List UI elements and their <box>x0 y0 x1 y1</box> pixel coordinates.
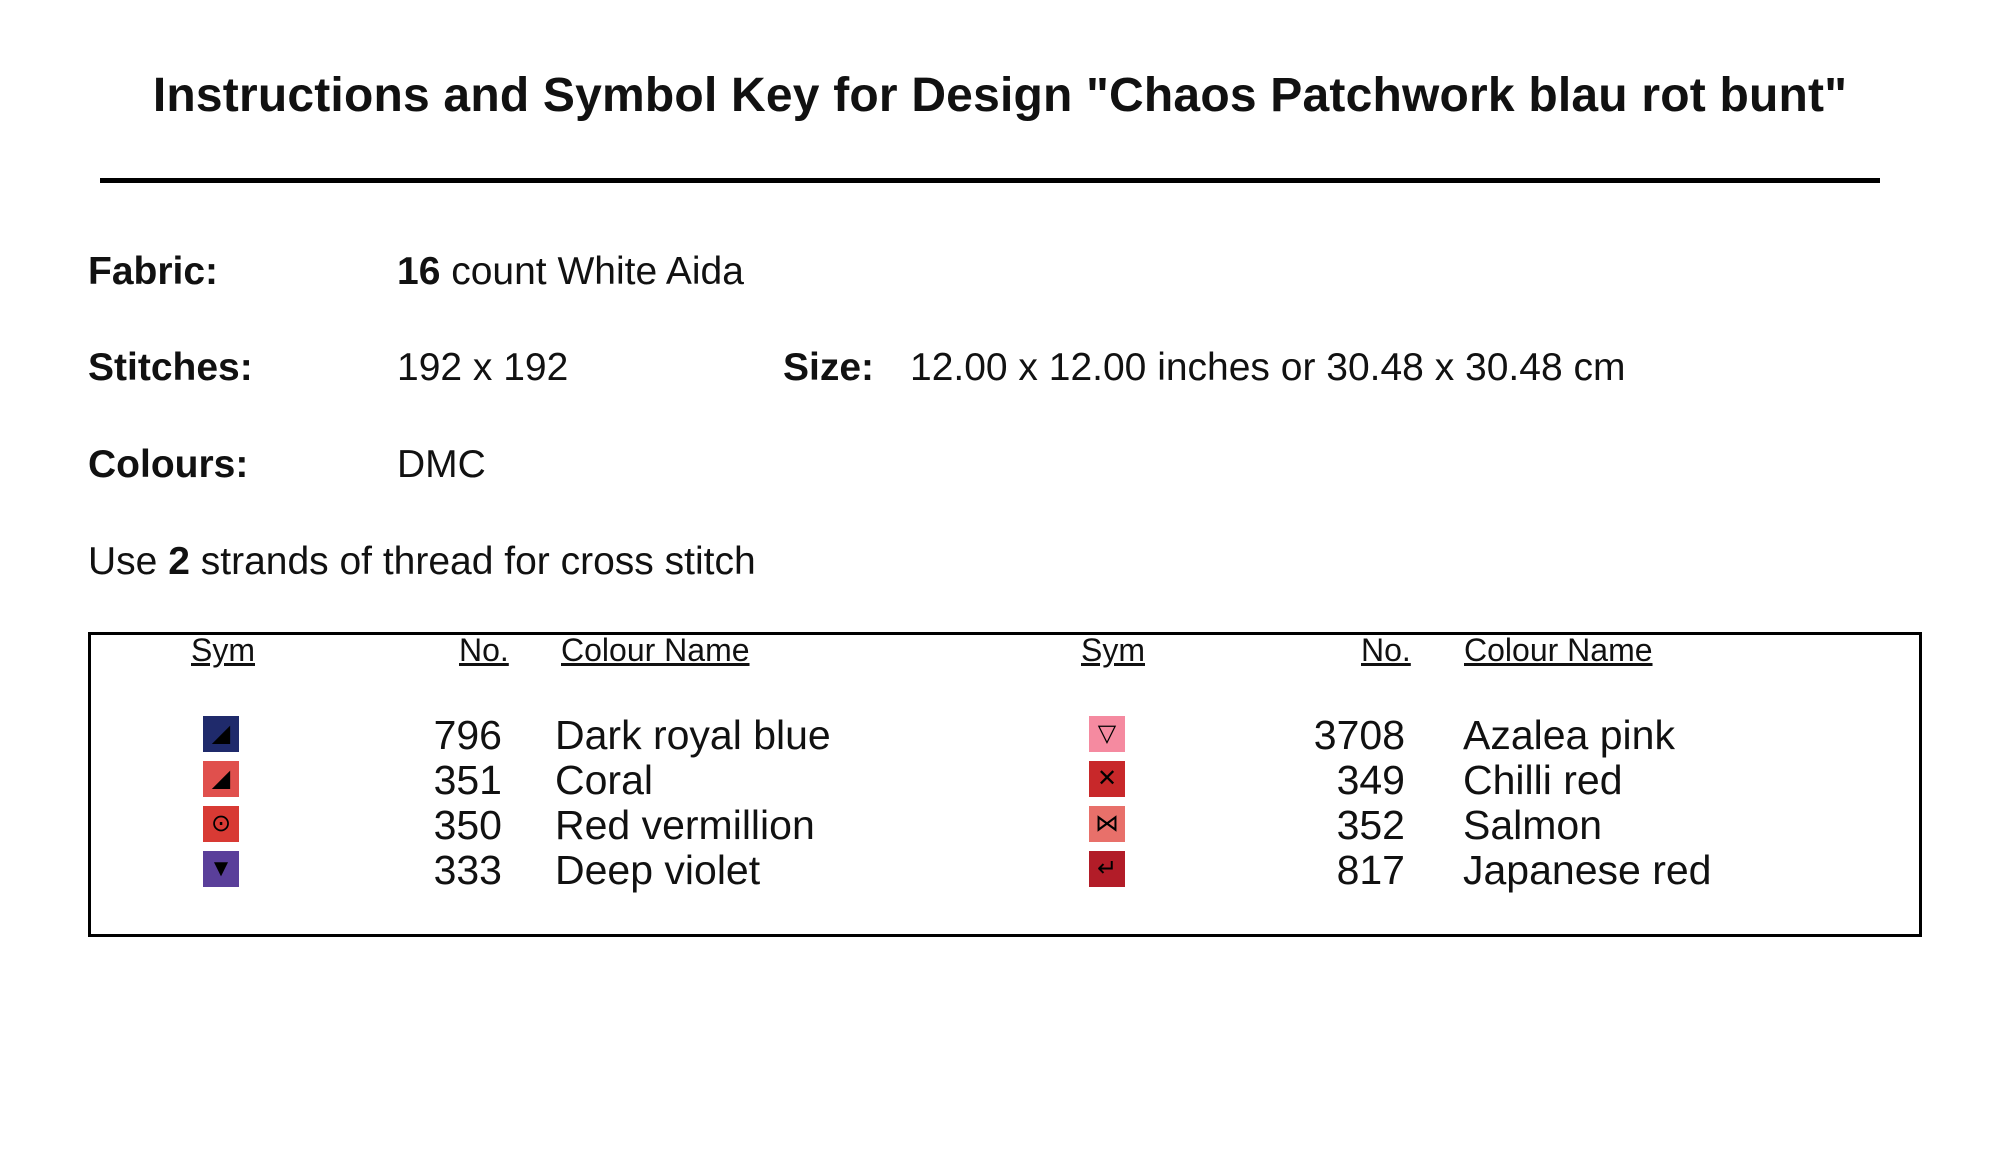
colour-number: 350 <box>433 802 502 848</box>
fabric-value <box>397 250 744 294</box>
x-cross-icon: ✕ <box>1089 761 1125 797</box>
page-title: Instructions and Symbol Key for Design "Chaos Patchwork blau rot bunt" <box>152 69 1848 122</box>
stitches-value: 192 x 192 <box>397 346 569 389</box>
corner-triangle-icon: ◢ <box>203 761 239 797</box>
header-no-right: No. <box>1361 632 1411 668</box>
colour-number: 3708 <box>1313 712 1405 758</box>
colour-name: Azalea pink <box>1463 712 1675 758</box>
colour-name: Chilli red <box>1463 757 1623 803</box>
colour-name: Deep violet <box>555 847 761 893</box>
colour-number: 796 <box>433 712 502 758</box>
colour-number: 352 <box>1336 802 1405 848</box>
size-label: Size: <box>783 346 875 389</box>
header-colour-name-left: Colour Name <box>561 632 750 668</box>
bowtie-icon: ⋈ <box>1089 806 1125 842</box>
colours-value: DMC <box>397 443 486 486</box>
colour-name: Coral <box>555 757 653 803</box>
colour-number: 817 <box>1336 847 1405 893</box>
hook-arrow-icon: ↵ <box>1089 851 1125 887</box>
colour-name: Salmon <box>1463 802 1603 848</box>
corner-triangle-icon: ◢ <box>203 716 239 752</box>
strands-suffix: strands of thread for cross stitch <box>200 540 756 583</box>
size-value: 12.00 x 12.00 inches or 30.48 x 30.48 cm <box>910 346 1626 389</box>
title-divider <box>100 178 1880 183</box>
strands-instruction <box>88 540 756 584</box>
colour-number: 349 <box>1336 757 1405 803</box>
fabric-label: Fabric: <box>88 250 219 293</box>
colour-name: Red vermillion <box>555 802 815 848</box>
header-sym-right: Sym <box>1081 632 1145 668</box>
triangle-down-icon: ▼ <box>203 851 239 887</box>
header-sym-left: Sym <box>191 632 255 668</box>
strands-count: 2 <box>168 540 190 583</box>
colours-label: Colours: <box>88 443 249 486</box>
header-colour-name-right: Colour Name <box>1464 632 1653 668</box>
colour-name: Dark royal blue <box>555 712 831 758</box>
colour-number: 333 <box>433 847 502 893</box>
strands-prefix: Use <box>88 540 158 583</box>
fabric-description: count White Aida <box>451 250 744 293</box>
fabric-count: 16 <box>397 250 441 293</box>
header-no-left: No. <box>459 632 509 668</box>
colour-name: Japanese red <box>1463 847 1712 893</box>
circle-dot-icon: ⊙ <box>203 806 239 842</box>
stitches-label: Stitches: <box>88 346 253 389</box>
triangle-outline-icon: ▽ <box>1089 716 1125 752</box>
colour-number: 351 <box>433 757 502 803</box>
